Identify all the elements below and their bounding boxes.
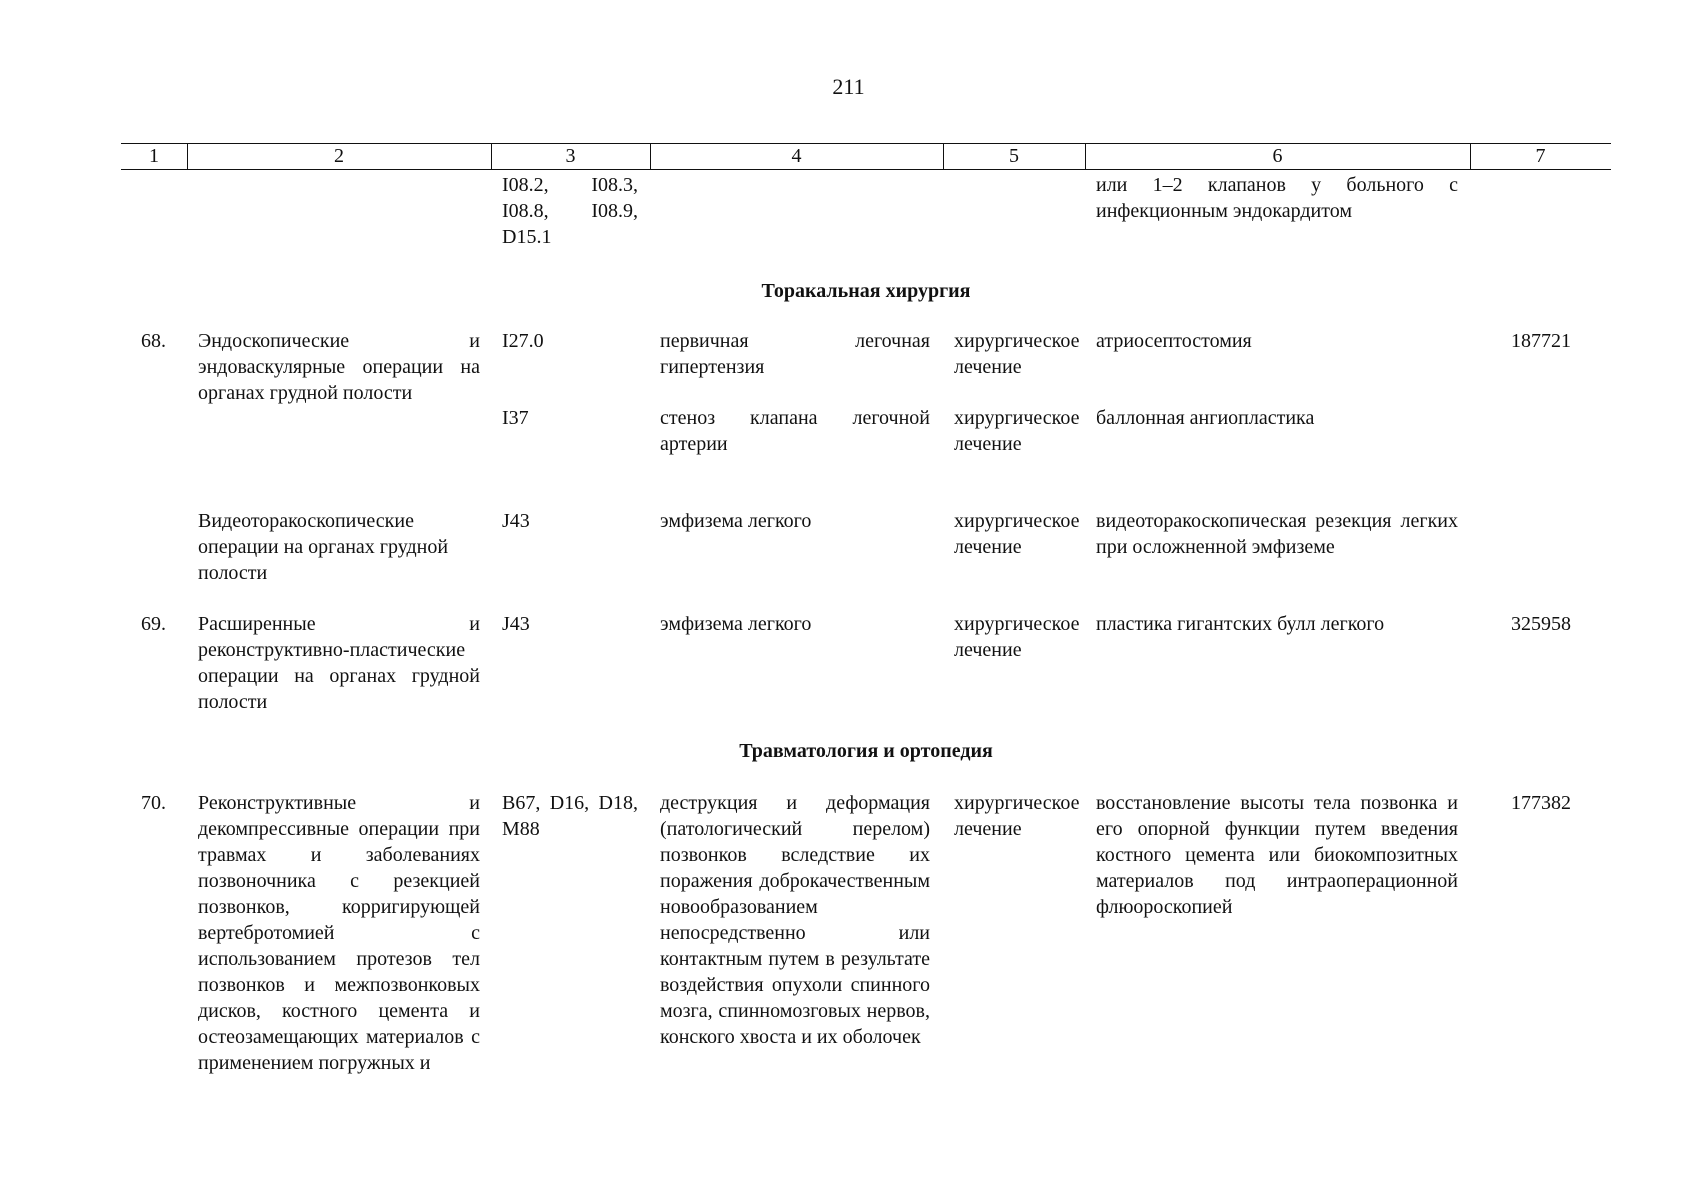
section-heading-thoracic: Торакальная хирургия: [761, 280, 971, 302]
row-68b-name: Видеоторакоскопические операции на органах грудной полости: [198, 510, 449, 584]
row-68-codes-2: I37: [502, 407, 529, 429]
row-68-treatment-1: хирургическое лечение: [954, 330, 1080, 378]
header-col-4: 4: [791, 145, 802, 167]
row-68b-codes: J43: [502, 510, 530, 532]
row-68-name: Эндоскопические и эндоваскулярные операции на органах грудной полости: [198, 330, 480, 404]
table-header: [121, 143, 1611, 170]
row-70-method: восстановление высоты тела позвонка и его опорной функции путем введения костного цемента или биокомпозитных материалов под интраоперационной флюороскопией: [1096, 792, 1458, 918]
header-col-1: 1: [149, 145, 159, 167]
page-number: 211: [832, 74, 865, 99]
row-68-number: 68.: [141, 330, 166, 352]
row-70-number: 70.: [141, 792, 166, 814]
row-68-treatment-2: хирургическое лечение: [954, 407, 1080, 455]
row-69-method: пластика гигантских булл легкого: [1096, 613, 1385, 635]
row-69-cost: 325958: [1511, 613, 1571, 635]
row-70-treatment: хирургическое лечение: [954, 792, 1080, 840]
header-col-2: 2: [334, 145, 344, 167]
header-col-7: 7: [1535, 145, 1546, 167]
row-69-treatment: хирургическое лечение: [954, 613, 1080, 661]
row-68-disease-2: стеноз клапана легочной артерии: [660, 407, 930, 455]
row-69-codes: J43: [502, 613, 530, 635]
continuation-method: или 1–2 клапанов у больного с инфекционным эндокардитом: [1096, 174, 1458, 222]
row-70-cost: 177382: [1511, 792, 1571, 814]
row-68-method-1: атриосептостомия: [1096, 330, 1252, 352]
row-68-disease-1: первичная легочная гипертензия: [660, 330, 930, 378]
section-heading-trauma: Травматология и ортопедия: [739, 740, 993, 762]
row-68-method-2: баллонная ангиопластика: [1096, 407, 1315, 429]
row-69-name: Расширенные и реконструктивно-пластические операции на органах грудной полости: [198, 613, 480, 713]
row-70-codes: B67, D16, D18, M88: [502, 792, 638, 840]
row-68b-treatment: хирургическое лечение: [954, 510, 1080, 558]
row-70-name: Реконструктивные и декомпрессивные операции при травмах и заболеваниях позвоночника с резекцией позвонков, корригирующей вертебротомией с использованием протезов тел позвонков и межпозвонковых дисков, костного цемента и остеозамещающих материалов с применением погружных и: [198, 792, 480, 1074]
row-68b-method: видеоторакоскопическая резекция легких при осложненной эмфиземе: [1096, 510, 1458, 558]
row-69-number: 69.: [141, 613, 166, 635]
header-col-6: 6: [1272, 145, 1283, 167]
row-68-codes-1: I27.0: [502, 330, 544, 352]
row-68-cost: 187721: [1511, 330, 1571, 352]
header-col-5: 5: [1009, 145, 1019, 167]
row-70-disease: деструкция и деформация (патологический перелом) позвонков вследствие их поражения доброкачественным новообразованием непосредственно или контактным путем в результате воздействия опухоли спинного мозга, спинномозговых нервов, конского хвоста и их оболочек: [660, 792, 930, 1048]
row-68b-disease: эмфизема легкого: [660, 510, 812, 532]
row-69-disease: эмфизема легкого: [660, 613, 812, 635]
header-col-3: 3: [565, 145, 576, 167]
continuation-codes: I08.2, I08.3, I08.8, I08.9, D15.1: [502, 174, 638, 248]
